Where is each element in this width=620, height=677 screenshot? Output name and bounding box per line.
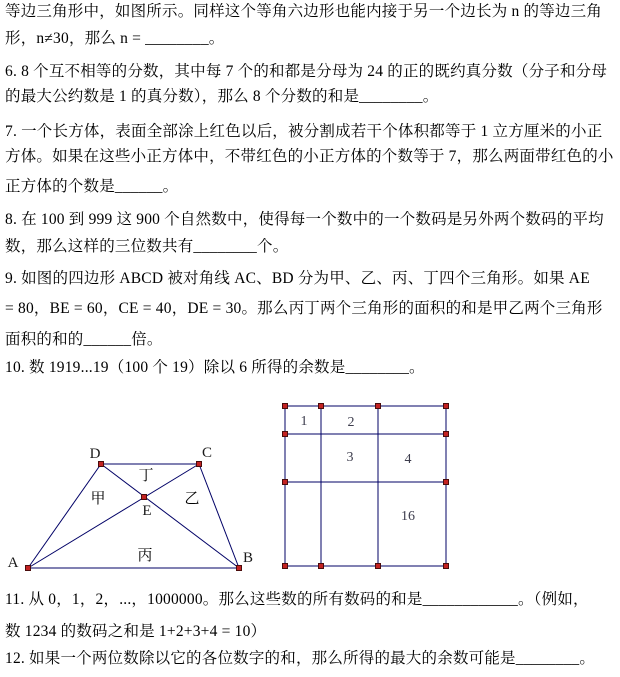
vertex-dot-A	[26, 566, 31, 571]
doc-line: 12. 如果一个两位数除以它的各位数字的和，那么所得的最大的余数可能是________。	[5, 650, 596, 667]
doc-line: 10. 数 1919...19（100 个 19）除以 6 所得的余数是________。	[5, 359, 425, 376]
vertex-dot-C	[197, 462, 202, 467]
grid-node-dot	[283, 480, 288, 485]
edge-AD	[28, 464, 101, 568]
grid-node-dot	[444, 480, 449, 485]
grid-node-dot	[444, 432, 449, 437]
vertex-label-e: E	[142, 503, 152, 519]
region-label-ding: 丁	[138, 468, 154, 484]
doc-line: 数 1234 的数码之和是 1+2+3+4 = 10）	[5, 623, 267, 640]
grid-cell-label-1: 1	[300, 414, 308, 429]
region-label-jia: 甲	[90, 491, 106, 507]
grid-node-dot	[444, 564, 449, 569]
doc-line: 等边三角形中，如图所示。同样这个等角六边形也能内接于另一个边长为 n 的等边三角	[5, 3, 603, 20]
grid-node-dot	[376, 564, 381, 569]
vertex-label-b: B	[242, 550, 254, 566]
doc-line: 数，那么这样的三位数共有________个。	[5, 238, 289, 255]
vertex-label-d: D	[89, 446, 101, 462]
doc-line: 6. 8 个互不相等的分数，其中每 7 个的和都是分母为 24 的正的既约真分数（分子和分母	[5, 63, 608, 80]
grid-cell-label-2: 2	[347, 415, 355, 430]
doc-line: 方体。如果在这些小正方体中，不带红色的小正方体的个数等于 7，那么两面带红色的小	[5, 148, 614, 165]
vertex-dot-E	[142, 495, 147, 500]
doc-line: = 80，BE = 60，CE = 40，DE = 30。那么丙丁两个三角形的面积的和是甲乙两个三角形	[5, 300, 603, 317]
grid-cell-label-16: 16	[401, 509, 415, 524]
grid-cell-label-4: 4	[404, 452, 412, 467]
region-label-bing: 丙	[137, 548, 153, 564]
grid-figure	[275, 396, 460, 578]
grid-cell-label-3: 3	[346, 450, 354, 465]
vertex-dot-D	[99, 462, 104, 467]
region-label-yi: 乙	[184, 491, 200, 507]
doc-line: 形，n≠30，那么 n = ________。	[5, 30, 225, 47]
vertex-label-a: A	[7, 555, 19, 571]
grid-node-dot	[376, 404, 381, 409]
grid-node-dot	[319, 564, 324, 569]
doc-line: 面积的和的______倍。	[5, 331, 163, 348]
doc-line: 的最大公约数是 1 的真分数），那么 8 个分数的和是________。	[5, 88, 439, 105]
vertex-label-c: C	[201, 445, 213, 461]
doc-line: 8. 在 100 到 999 这 900 个自然数中，使得每一个数中的一个数码是另外两个数码的平均	[5, 211, 604, 228]
doc-line: 7. 一个长方体，表面全部涂上红色以后，被分割成若干个体积都等于 1 立方厘米的小正	[5, 123, 603, 140]
grid-node-dot	[283, 404, 288, 409]
grid-node-dot	[319, 404, 324, 409]
grid-node-dot	[283, 432, 288, 437]
vertex-dot-B	[237, 566, 242, 571]
quadrilateral-figure	[0, 438, 270, 580]
grid-node-dot	[283, 564, 288, 569]
grid-node-dot	[444, 404, 449, 409]
doc-line: 9. 如图的四边形 ABCD 被对角线 AC、BD 分为甲、乙、丙、丁四个三角形。如果 AE	[5, 270, 590, 287]
doc-line: 正方体的个数是______。	[5, 178, 179, 195]
doc-line: 11. 从 0，1，2，...，1000000。那么这些数的所有数码的和是____________。（例如，	[5, 591, 589, 608]
diagonal-DB	[101, 464, 239, 568]
diagonal-AC	[28, 464, 199, 568]
